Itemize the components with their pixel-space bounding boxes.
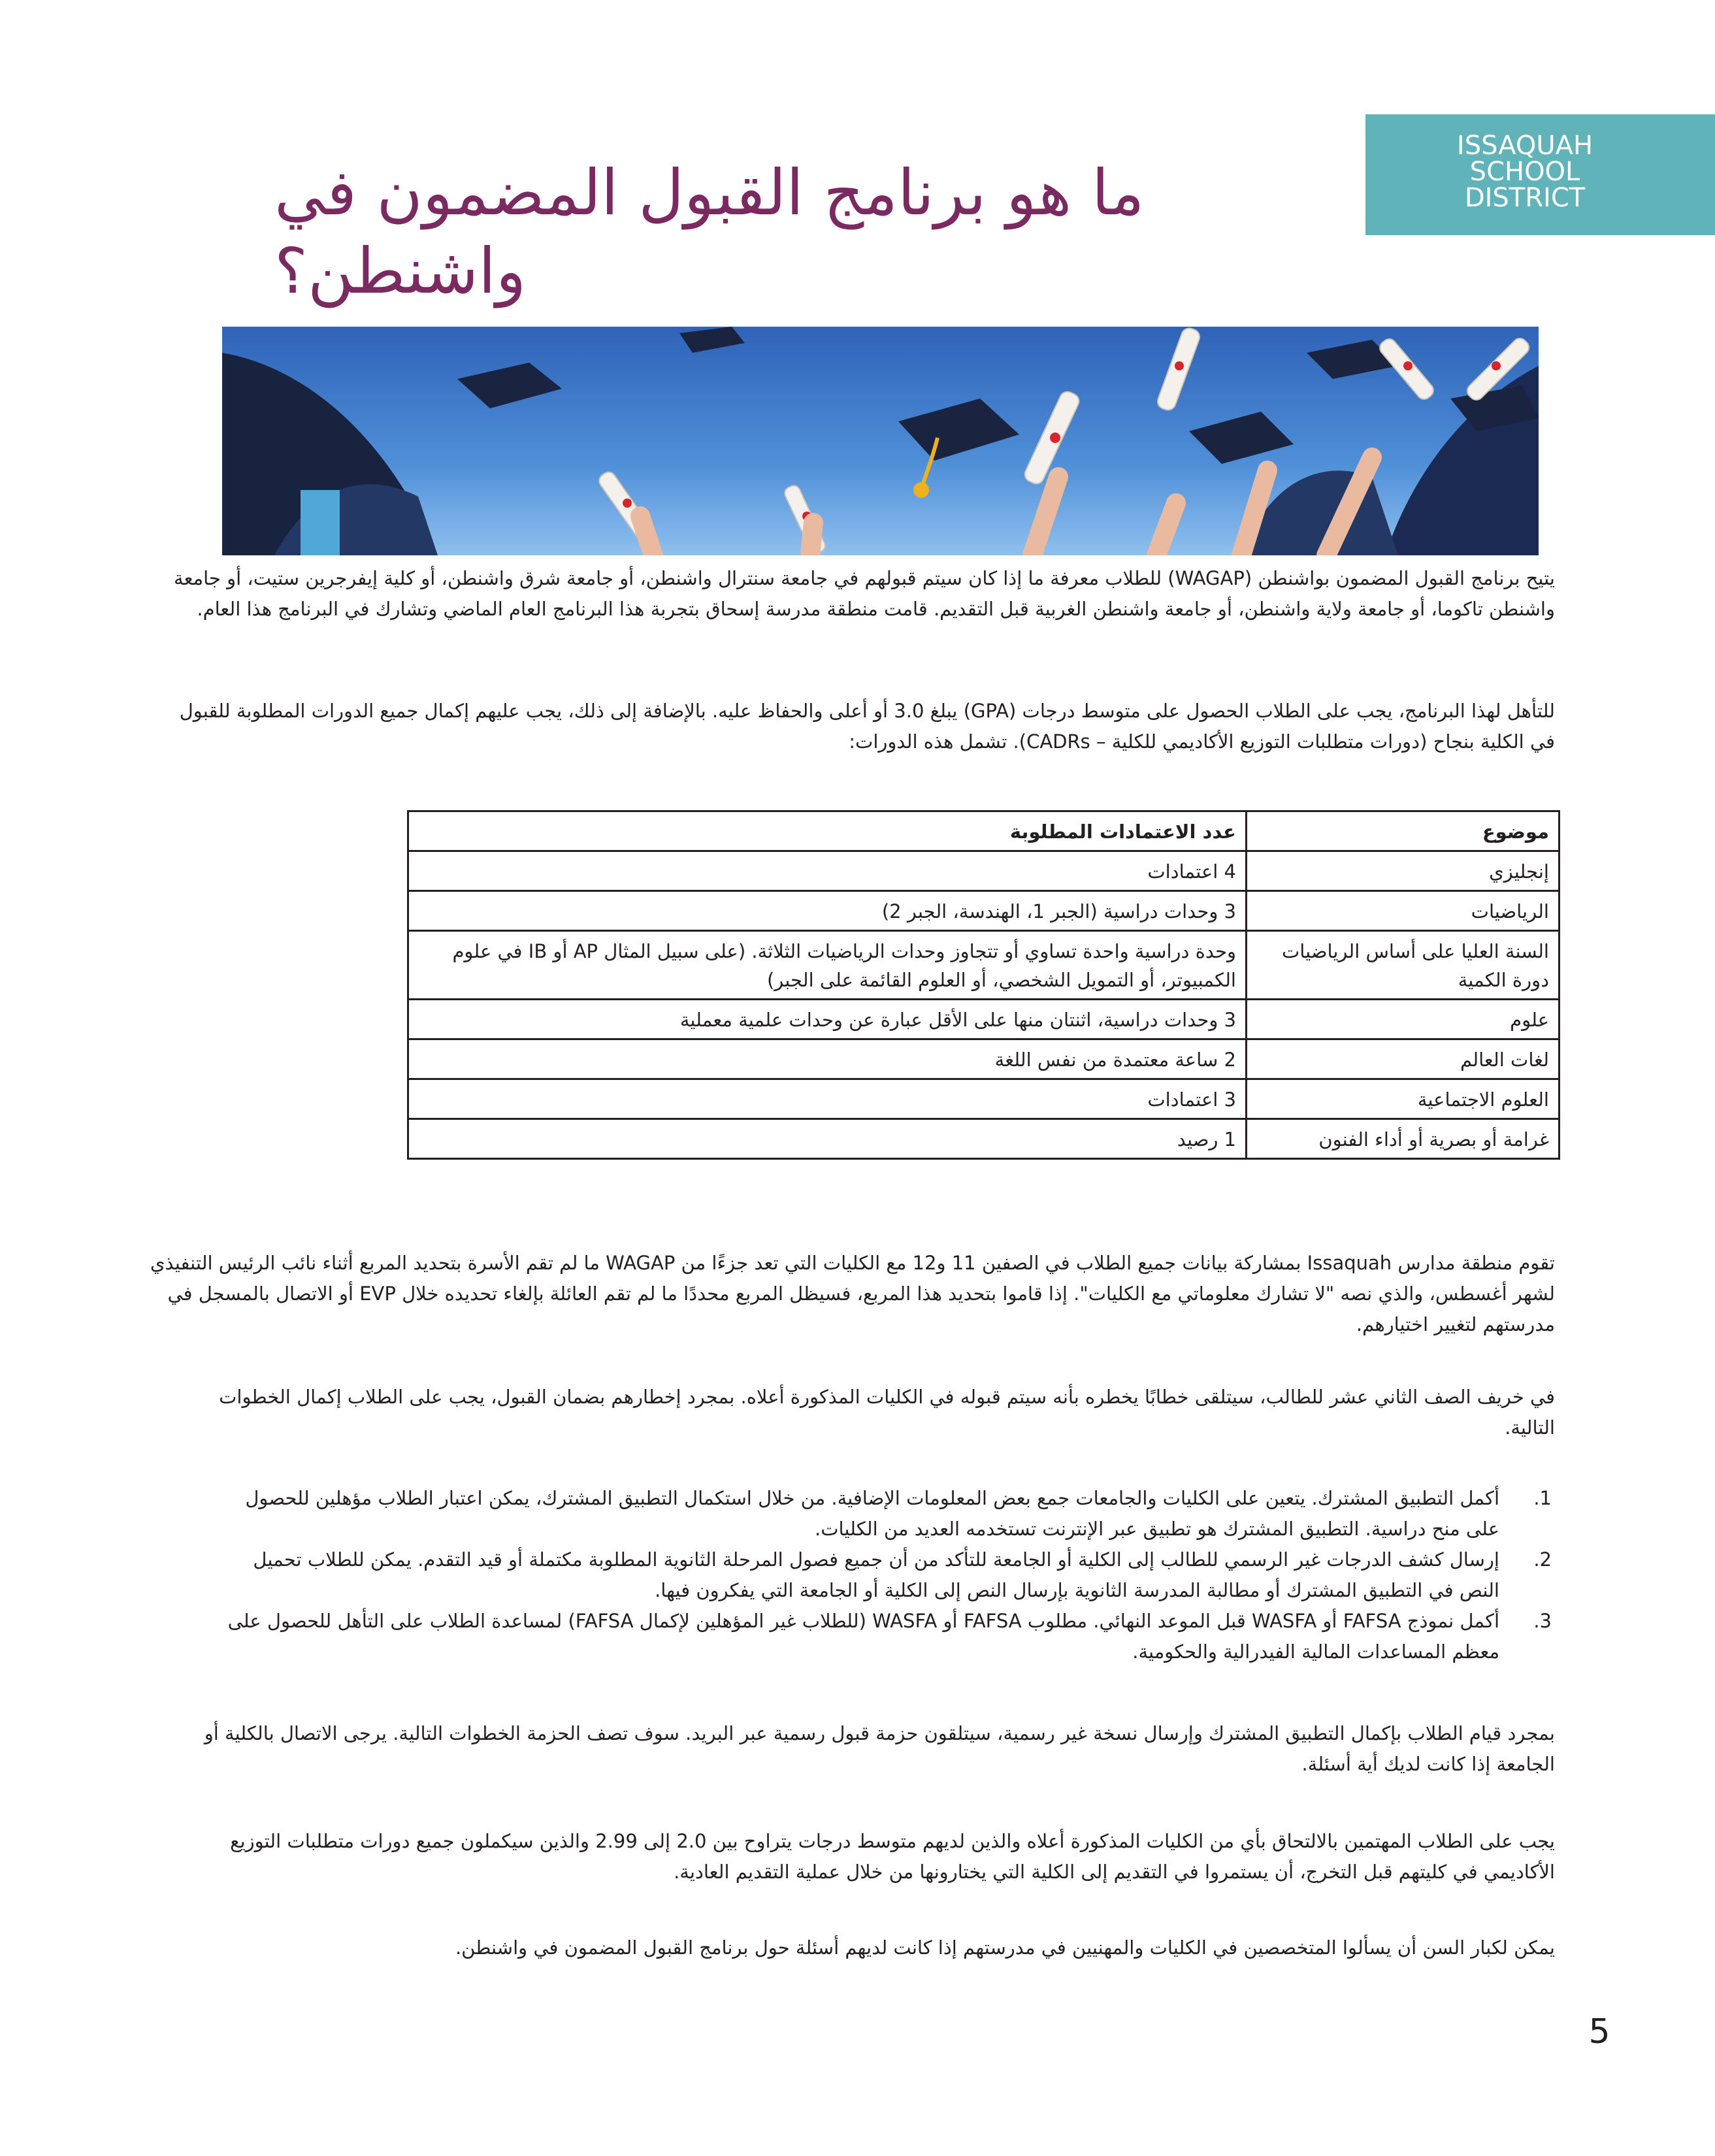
contact-paragraph: يمكن لكبار السن أن يسألوا المتخصصين في الكليات والمهنيين في مدرستهم إذا كانت لديهم أسئلة حول برنامج القبول المضمون في واشنطن. bbox=[455, 1936, 1555, 1959]
table-row bbox=[408, 1039, 1560, 1079]
after-application-paragraph: بمجرد قيام الطلاب بإكمال التطبيق المشترك وإرسال نسخة غير رسمية، سيتلقون حزمة قبول رسمية عبر البريد. سوف تصف الحزمة الخطوات التالية. يرجى الاتصال بالكلية أو الجامعة إذا كانت لديك أية أسئلة. bbox=[204, 1722, 1555, 1775]
fall-letter-paragraph: في خريف الصف الثاني عشر للطالب، سيتلقى خطابًا يخطره بأنه سيتم قبوله في الكليات المذكورة أعلاه. بمجرد إخطارهم بضمان القبول، يجب على الطلاب إكمال الخطوات التالية. bbox=[219, 1386, 1555, 1439]
row-subject: العلوم الاجتماعية bbox=[1247, 1079, 1560, 1119]
step-number: .2 bbox=[1533, 1548, 1552, 1571]
district-logo bbox=[1365, 114, 1715, 235]
page-title: ما هو برنامج القبول المضمون في واشنطن؟ bbox=[274, 156, 1145, 308]
row-subject: غرامة أو بصرية أو أداء الفنون bbox=[1247, 1119, 1560, 1159]
table-row bbox=[408, 931, 1560, 1000]
logo-line-1: ISSAQUAH bbox=[1456, 131, 1593, 161]
header-credits: عدد الاعتمادات المطلوبة bbox=[408, 811, 1247, 851]
row-credits: 4 اعتمادات bbox=[408, 851, 1247, 891]
row-credits: 2 ساعة معتمدة من نفس اللغة bbox=[408, 1039, 1247, 1079]
logo-line-3: DISTRICT bbox=[1464, 183, 1586, 213]
list-item bbox=[209, 1483, 1552, 1544]
list-item bbox=[209, 1606, 1552, 1667]
table-row bbox=[408, 1000, 1560, 1039]
table-header-row bbox=[408, 811, 1560, 851]
table-row bbox=[408, 891, 1560, 931]
row-subject: الرياضيات bbox=[1247, 891, 1560, 931]
logo-line-2: SCHOOL bbox=[1469, 157, 1580, 187]
row-credits: 3 وحدات دراسية (الجبر 1، الهندسة، الجبر 2) bbox=[408, 891, 1247, 931]
header-subject: موضوع bbox=[1247, 811, 1560, 851]
list-item bbox=[209, 1544, 1552, 1606]
gpa-range-paragraph: يجب على الطلاب المهتمين بالالتحاق بأي من الكليات المذكورة أعلاه والذين لديهم متوسط درجات يتراوح بين 2.0 إلى 2.99 والذين سيكملون جميع دورات متطلبات التوزيع الأكاديمي في كليتهم قبل التخرج، أن يستمروا في التقديم إلى الكلية التي يختارونها من خلال عملية التقديم العادية. bbox=[230, 1830, 1555, 1883]
step-text: أكمل التطبيق المشترك. يتعين على الكليات والجامعات جمع بعض المعلومات الإضافية. من خلال استكمال التطبيق المشترك، يمكن اعتبار الطلاب مؤهلين للحصول على منح دراسية. التطبيق المشترك هو تطبيق عبر الإنترنت تستخدمه العديد من الكليات. bbox=[245, 1487, 1499, 1540]
step-text: إرسال كشف الدرجات غير الرسمي للطالب إلى الكلية أو الجامعة للتأكد من أن جميع فصول المرحلة الثانوية المطلوبة مكتملة أو قيد التقدم. يمكن للطلاب تحميل النص في التطبيق المشترك أو مطالبة المدرسة الثانوية بإرسال النص إلى الكلية أو الجامعة التي يفكرون فيها. bbox=[253, 1548, 1499, 1601]
intro-paragraph: يتيح برنامج القبول المضمون بواشنطن (WAGAP) للطلاب معرفة ما إذا كان سيتم قبولهم في جامعة سنترال واشنطن، أو جامعة شرق واشنطن، أو كلية إيفرجرين ستيت، أو جامعة واشنطن تاكوما، أو جامعة ولاية واشنطن، أو جامعة واشنطن الغربية قبل التقديم. قامت منطقة مدرسة إسحاق بتجربة هذا البرنامج العام الماضي وتشارك في البرنامج هذا العام. bbox=[174, 567, 1555, 620]
table-row bbox=[408, 851, 1560, 891]
eligibility-paragraph: للتأهل لهذا البرنامج، يجب على الطلاب الحصول على متوسط درجات (GPA) يبلغ 3.0 أو أعلى والحفاظ عليه. بالإضافة إلى ذلك، يجب عليهم إكمال جميع الدورات المطلوبة للقبول في الكلية بنجاح (دورات متطلبات التوزيع الأكاديمي للكلية – CADRs). تشمل هذه الدورات: bbox=[179, 700, 1555, 753]
row-subject: لغات العالم bbox=[1247, 1039, 1560, 1079]
row-subject: علوم bbox=[1247, 1000, 1560, 1039]
row-credits: 3 اعتمادات bbox=[408, 1079, 1247, 1119]
step-number: .3 bbox=[1533, 1610, 1552, 1632]
cadr-requirements-table bbox=[407, 810, 1560, 1160]
table-row bbox=[408, 1119, 1560, 1159]
next-steps-list bbox=[209, 1483, 1552, 1667]
row-credits: وحدة دراسية واحدة تساوي أو تتجاوز وحدات الرياضيات الثلاثة. (على سبيل المثال AP أو IB في علوم الكمبيوتر، أو التمويل الشخصي، أو العلوم القائمة على الجبر) bbox=[408, 931, 1247, 1000]
data-sharing-paragraph: تقوم منطقة مدارس Issaquah بمشاركة بيانات جميع الطلاب في الصفين 11 و12 مع الكليات التي تعد جزءًا من WAGAP ما لم تقم الأسرة بتحديد المربع أثناء نائب الرئيس التنفيذي لشهر أغسطس، والذي نصه "لا تشارك معلوماتي مع الكليات". إذا قاموا بتحديد هذا المربع، فسيظل المربع محددًا ما لم تقم العائلة بإلغاء تحديده خلال EVP أو الاتصال بالمسجل في مدرستهم لتغيير اختيارهم. bbox=[150, 1252, 1555, 1335]
step-number: .1 bbox=[1533, 1487, 1552, 1509]
row-credits: 1 رصيد bbox=[408, 1119, 1247, 1159]
table-row bbox=[408, 1079, 1560, 1119]
row-subject: إنجليزي bbox=[1247, 851, 1560, 891]
hero-image bbox=[222, 327, 1539, 555]
row-credits: 3 وحدات دراسية، اثنتان منها على الأقل عبارة عن وحدات علمية معملية bbox=[408, 1000, 1247, 1039]
row-subject: السنة العليا على أساس الرياضيات دورة الكمية bbox=[1247, 931, 1560, 1000]
step-text: أكمل نموذج FAFSA أو WASFA قبل الموعد النهائي. مطلوب FAFSA أو WASFA (للطلاب غير المؤهلين لإكمال FAFSA) لمساعدة الطلاب على التأهل للحصول على معظم المساعدات المالية الفيدرالية والحكومية. bbox=[227, 1610, 1499, 1663]
page-number: 5 bbox=[1588, 2012, 1610, 2051]
